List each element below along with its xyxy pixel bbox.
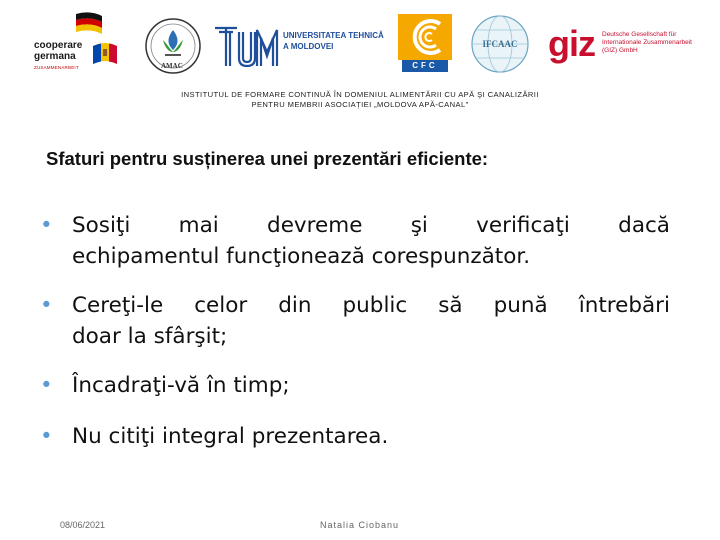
cfc-emblem-icon — [396, 12, 454, 62]
germana-text: germana — [34, 51, 76, 62]
giz-wordmark: giz — [548, 23, 595, 64]
bullet-list — [40, 210, 670, 452]
amac-label: AMAC — [161, 62, 183, 70]
utm-name-line1: UNIVERSITATEA TEHNICĂ — [283, 31, 384, 40]
zusammenarbeit-text: ZUSAMMENARBEIT — [34, 65, 79, 70]
giz-logo — [548, 10, 708, 82]
cooperare-germana-logo — [34, 10, 126, 82]
institute-title-line2: PENTRU MEMBRII ASOCIAȚIEI „MOLDOVA APĂ-CANAL” — [251, 100, 469, 109]
list-item — [40, 290, 670, 352]
moldova-flag-icon — [89, 38, 121, 70]
amac-emblem-icon — [143, 10, 203, 82]
list-item — [40, 370, 670, 401]
bullet-text-line1: Sosiţi mai devreme şi verificaţi dacă — [72, 213, 670, 238]
footer-date: 08/06/2021 — [60, 520, 106, 530]
giz-description: Deutsche Gesellschaft für Internationale Zusammenarbeit (GIZ) GmbH — [602, 31, 692, 54]
german-flag-icon — [74, 10, 104, 40]
ifcaac-label: IFCAAC — [482, 39, 518, 49]
cfc-logo — [396, 10, 454, 82]
bullet-icon: • — [40, 213, 53, 238]
list-item — [40, 210, 670, 272]
cooperare-text: cooperare — [34, 40, 83, 51]
bullet-text: Încadraţi-vă în timp; — [72, 373, 290, 398]
cfc-label: CFC — [402, 60, 448, 72]
ifcaac-logo — [470, 10, 530, 82]
list-item — [40, 421, 670, 452]
slide-heading: Sfaturi pentru susținerea unei prezentări eficiente: — [46, 148, 489, 169]
bullet-text-line2: doar la sfârşit; — [72, 324, 228, 349]
footer-author: Natalia Ciobanu — [320, 520, 400, 530]
bullet-text: Nu citiţi integral prezentarea. — [72, 424, 389, 449]
bullet-icon: • — [40, 293, 53, 318]
utm-name-line2: A MOLDOVEI — [283, 42, 334, 51]
bullet-icon: • — [40, 373, 53, 398]
bullet-icon: • — [40, 424, 53, 449]
utm-logo — [213, 10, 384, 82]
amac-logo — [143, 10, 203, 82]
bullet-text-line2: echipamentul funcţionează corespunzător. — [72, 244, 531, 269]
institute-title-line1: INSTITUTUL DE FORMARE CONTINUĂ ÎN DOMENIUL ALIMENTĂRII CU APĂ ŞI CANALIZĂRII — [181, 90, 539, 99]
utm-monogram-icon — [213, 18, 281, 78]
bullet-text-line1: Cereţi-le celor din public să pună întrebări — [72, 293, 670, 318]
logo-bar — [0, 10, 720, 82]
